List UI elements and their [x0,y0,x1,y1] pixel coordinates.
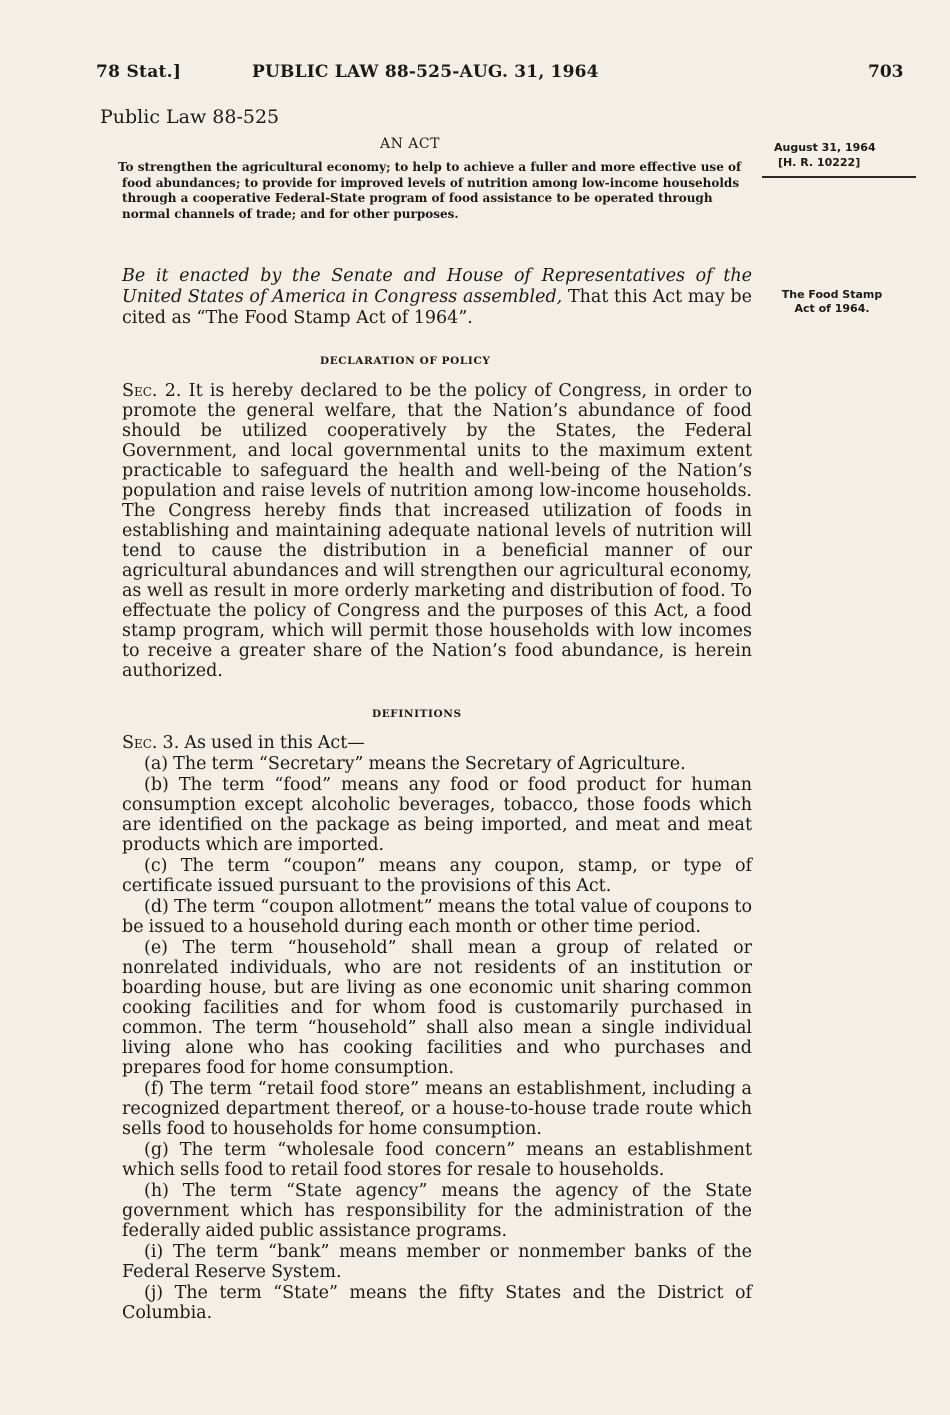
definition-c: (c) The term “coupon” means any coupon, stamp, or type of certificate issued pursuant to the provisions of this Act. [122,856,752,896]
margin-divider [762,176,916,178]
section-heading-policy: DECLARATION OF POLICY [320,355,491,367]
margin-note-approval-date: August 31, 1964 [774,141,876,154]
definition-f: (f) The term “retail food store” means an establishment, including a recognized department thereof, or a house-to-house trade route which sells food to households for home consumption. [122,1079,752,1139]
section-3-label: Sec. 3. [122,733,180,753]
public-law-number: Public Law 88-525 [100,106,280,128]
statute-reference: 78 Stat.] [96,62,182,82]
definition-i: (i) The term “bank” means member or nonmember banks of the Federal Reserve System. [122,1242,752,1282]
margin-note-short-title-line2: Act of 1964. [794,302,870,315]
definition-e: (e) The term “household” shall mean a group of related or nonrelated individuals, who are not residents of an institution or boarding house, but are living as one economic unit sharing common cooking facilities and for whom food is customarily purchased in common. The term “household” shall also mean a single individual living alone who has cooking facilities and who purchases and prepares food for home consumption. [122,938,752,1078]
enacting-clause [122,266,752,329]
section-3 [122,733,752,1323]
section-heading-definitions: DEFINITIONS [372,708,462,720]
act-heading: AN ACT [380,136,440,152]
act-purpose: To strengthen the agricultural economy; to help to achieve a fuller and more effective use of food abundances; to provide for improved levels of nutrition among low-income households through a cooperative Federal-State program of food assistance to be operated through normal channels of trade; and for other purposes. [118,160,742,221]
section-2-text: It is hereby declared to be the policy of Congress, in order to promote the general welfare, that the Nation’s abundance of food should be utilized cooperatively by the States, the Federal Government, and local governmental units to the maximum extent practicable to safeguard the health and well-being of the Nation’s population and raise levels of nutrition among low-income households. The Congress hereby finds that increased utilization of foods in establishing and maintaining adequate national levels of nutrition will tend to cause the distribution in a beneficial manner of our agricultural abundances and will strengthen our agricultural economy, as well as result in more orderly marketing and distribution of food. To effectuate the policy of Congress and the purposes of this Act, a food stamp program, which will permit those households with low incomes to receive a greater share of the Nation’s food abundance, is herein authorized. [122,381,752,681]
margin-note-short-title-line1: The Food Stamp [781,288,883,301]
definition-b: (b) The term “food” means any food or food product for human consumption except alcoholic beverages, tobacco, those foods which are identified on the package as being imported, and meat and meat products which are imported. [122,775,752,855]
running-header-title: PUBLIC LAW 88-525-AUG. 31, 1964 [252,62,599,82]
margin-note-short-title [762,288,902,316]
definition-a: (a) The term “Secretary” means the Secretary of Agriculture. [144,754,686,774]
margin-note-bill-number: [H. R. 10222] [778,156,861,169]
page-number: 703 [868,62,904,82]
definition-j: (j) The term “State” means the fifty States and the District of Columbia. [122,1283,752,1323]
margin-note-date [774,140,914,170]
section-2 [122,381,752,681]
section-3-intro [122,733,752,753]
section-3-intro-text: As used in this Act— [179,733,365,753]
definition-d: (d) The term “coupon allotment” means the total value of coupons to be issued to a household during each month or other time period. [122,897,752,937]
enacting-clause-italic: Be it enacted by the Senate and House of Representatives of the United States of America in Congress assembled, [122,266,752,307]
definition-h: (h) The term “State agency” means the agency of the State government which has responsibility for the administration of the federally aided public assistance programs. [122,1181,752,1241]
section-2-label: Sec. 2. [122,381,182,401]
enacting-clause-text: That this Act may be cited as “The Food Stamp Act of 1964”. [122,287,752,328]
definition-g: (g) The term “wholesale food concern” means an establishment which sells food to retail food stores for resale to households. [122,1140,752,1180]
